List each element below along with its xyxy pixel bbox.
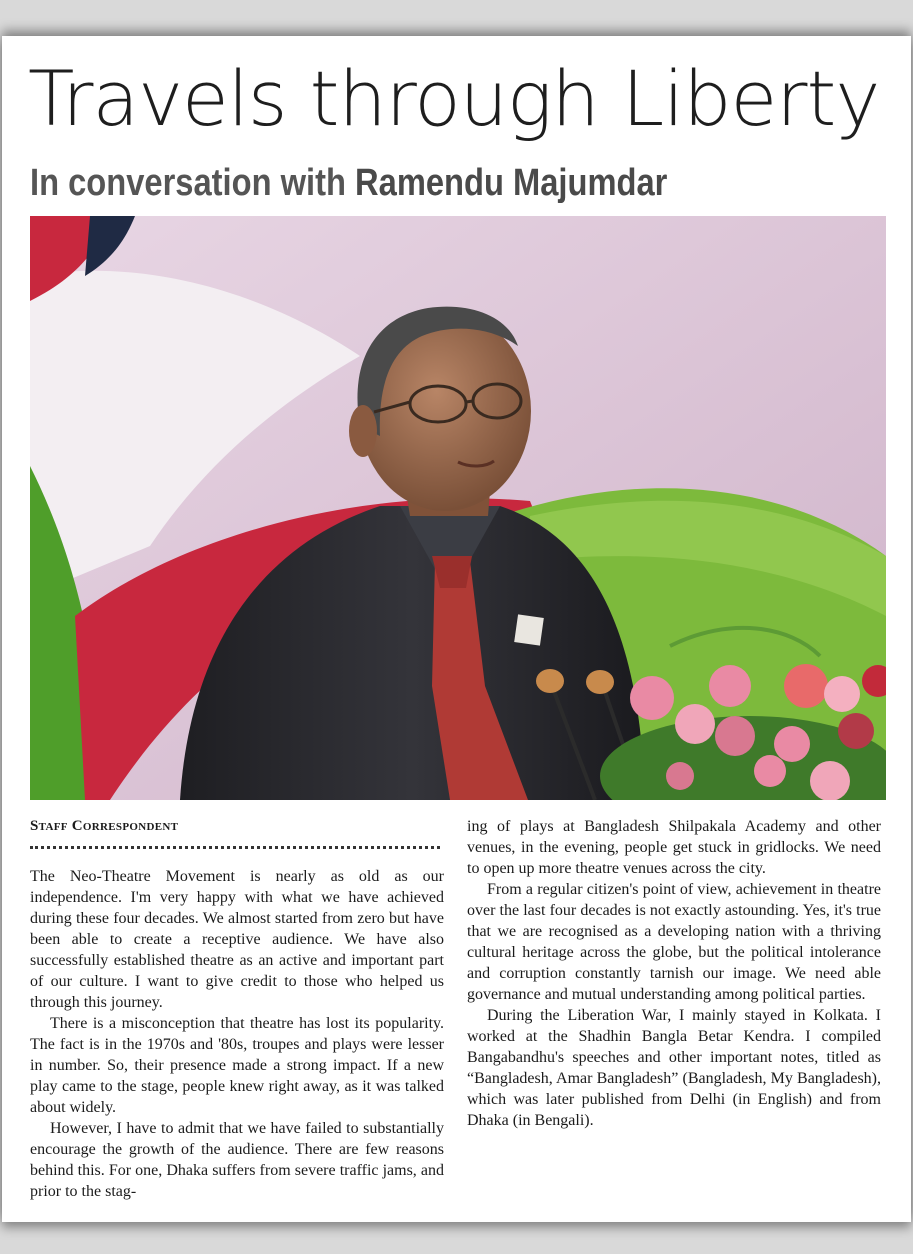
subheadline-prefix: In conversation with [30,162,356,204]
column1-paragraph-2: There is a misconception that theatre has lost its popularity. The fact is in the 1970s and '80s, troupes and plays were lesser in number. So, their presence made a strong impact. If a new play came to the stage, people knew right away, as it was talked about widely. [30,1015,444,1116]
article-photo [30,216,886,800]
article-column-2 [467,816,881,1131]
column1-paragraph-3: However, I have to admit that we have failed to substantially encourage the growth of the audience. There are few reasons behind this. For one, Dhaka suffers from severe traffic jams, and prior to the stag- [30,1120,444,1200]
column2-paragraph-1: ing of plays at Bangladesh Shilpakala Academy and other venues, in the evening, people get stuck in gridlocks. We need to open up more theatre venues across the city. [467,818,881,877]
article-column-1 [30,866,444,1202]
column2-paragraph-2: From a regular citizen's point of view, achievement in theatre over the last four decades is not exactly astounding. Yes, it's true that we are recognised as a developing nation with a thriving cultural heritage across the globe, but the political intolerance and corruption constantly tarnish our image. We need able governance and mutual understanding among political parties. [467,881,881,1003]
article-headline: Travels through Liberty [28,54,880,143]
article-subheadline [30,160,667,206]
lapel-badge [514,614,544,645]
byline-dotted-rule [30,846,440,849]
interviewee-name: Ramendu Majumdar [355,162,668,204]
microphone-left-head [536,669,564,693]
column1-paragraph-1: The Neo-Theatre Movement is nearly as old as our independence. I'm very happy with what we have achieved during these four decades. We almost started from zero but have been able to create a receptive audience. We have also successfully established theatre as an active and important part of our culture. I want to give credit to those who helped us through this journey. [30,868,444,1011]
microphone-right-head [586,670,614,694]
portrait-photo-icon [30,216,886,800]
column2-paragraph-3: During the Liberation War, I mainly stayed in Kolkata. I worked at the Shadhin Bangla Betar Kendra. I compiled Bangabandhu's speeches and other important notes, titled as “Bangladesh, Amar Bangladesh” (Bangladesh, My Bangladesh), which was later published from Delhi (in English) and from Dhaka (in Bengali). [467,1007,881,1129]
newspaper-page [2,36,911,1222]
ear [349,405,377,457]
article-byline: Staff Correspondent [30,818,179,834]
